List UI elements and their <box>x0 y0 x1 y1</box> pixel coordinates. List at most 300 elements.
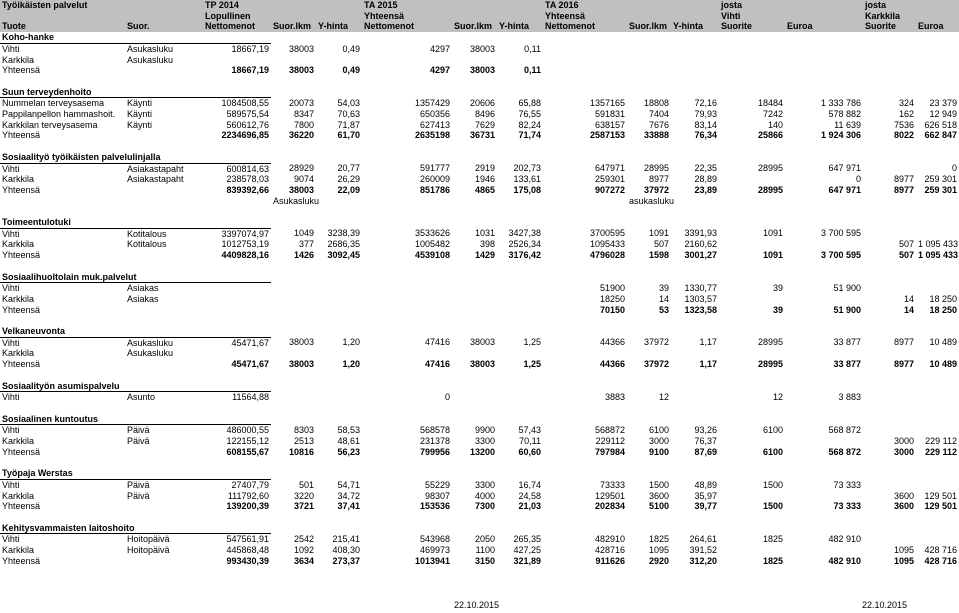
spacer-cell <box>497 512 543 523</box>
table-cell <box>271 414 316 425</box>
spacer-cell <box>916 261 959 272</box>
total-row <box>0 130 959 141</box>
spacer-cell <box>785 206 863 217</box>
table-cell: 1,20 <box>342 337 360 348</box>
table-cell: 20073 <box>288 98 314 109</box>
row-label: Yhteensä <box>2 184 41 195</box>
table-cell: 324 <box>898 98 914 109</box>
total-row <box>0 65 959 76</box>
table-cell: 4409828,16 <box>221 250 269 261</box>
spacer-cell <box>0 76 125 87</box>
spacer-cell <box>125 206 203 217</box>
spacer-cell <box>916 403 959 414</box>
header-cell: Y-hinta <box>497 21 543 32</box>
table-cell <box>627 43 671 54</box>
table-cell <box>362 381 452 392</box>
spacer-cell <box>0 261 125 272</box>
table-cell: 16,74 <box>518 479 541 490</box>
row-label: Karkkila <box>2 239 35 250</box>
table-cell <box>627 414 671 425</box>
table-cell: 2234696,85 <box>221 130 269 141</box>
table-cell: Käynti <box>127 109 153 120</box>
section-title: Sosiaalihuoltolain muk.palvelut <box>0 272 271 283</box>
table-cell: 70150 <box>599 304 625 315</box>
table-cell: 8977 <box>893 174 914 185</box>
table-cell: 627413 <box>419 119 450 130</box>
table-cell <box>785 239 863 250</box>
table-cell: 2919 <box>474 163 495 174</box>
table-cell <box>497 348 543 359</box>
table-cell <box>916 65 959 76</box>
table-cell <box>863 348 916 359</box>
table-cell: 4000 <box>474 490 495 501</box>
table-cell: 3 700 595 <box>820 228 861 239</box>
table-cell: 8347 <box>293 109 314 120</box>
spacer-cell <box>671 370 719 381</box>
spacer-cell <box>719 512 785 523</box>
spacer-cell <box>916 370 959 381</box>
table-cell: 18 250 <box>929 293 957 304</box>
table-cell <box>362 32 452 43</box>
table-cell: 153536 <box>419 501 450 512</box>
table-cell: 48,89 <box>694 479 717 490</box>
table-cell: 486000,55 <box>226 425 269 436</box>
table-cell: 3300 <box>474 436 495 447</box>
table-cell: 469973 <box>419 545 450 556</box>
table-cell <box>719 152 785 163</box>
spacer-cell <box>203 457 271 468</box>
table-cell: 1012753,19 <box>221 239 269 250</box>
table-cell <box>863 217 916 228</box>
table-cell <box>863 381 916 392</box>
spacer-cell <box>916 512 959 523</box>
spacer-cell <box>719 261 785 272</box>
table-row <box>0 120 959 131</box>
spacer-cell <box>543 370 627 381</box>
table-cell: Asiakastapaht <box>127 174 184 185</box>
table-row <box>0 109 959 120</box>
table-cell: 111792,60 <box>227 490 269 501</box>
table-cell <box>271 55 316 66</box>
table-cell <box>203 55 271 66</box>
table-cell: 1095433 <box>589 239 625 250</box>
table-cell <box>452 468 497 479</box>
table-cell: 907272 <box>594 184 625 195</box>
spacer-cell <box>316 512 362 523</box>
total-row <box>0 359 959 370</box>
table-cell <box>316 217 362 228</box>
table-cell <box>863 272 916 283</box>
table-cell <box>543 468 627 479</box>
section-header-row <box>0 32 959 43</box>
table-cell: 129501 <box>594 490 625 501</box>
table-cell <box>719 381 785 392</box>
table-cell <box>916 479 959 490</box>
section-title: Työpaja Werstas <box>0 468 271 479</box>
table-cell <box>916 523 959 534</box>
table-cell <box>497 468 543 479</box>
table-cell: 851786 <box>419 184 450 195</box>
table-cell <box>543 348 627 359</box>
table-cell: 3397074,97 <box>221 228 269 239</box>
header-cell: Suor.lkm <box>271 21 316 32</box>
table-cell <box>362 326 452 337</box>
table-cell <box>543 326 627 337</box>
table-cell: 39,77 <box>694 501 717 512</box>
table-cell: 23,89 <box>694 184 717 195</box>
table-cell <box>452 217 497 228</box>
table-cell: 51 900 <box>833 304 861 315</box>
table-cell <box>627 348 671 359</box>
table-cell: 55229 <box>424 479 450 490</box>
row-label: Yhteensä <box>2 501 41 512</box>
table-cell: 36220 <box>288 130 314 141</box>
table-cell <box>452 326 497 337</box>
table-cell: 51900 <box>599 282 625 293</box>
table-cell: 38003 <box>288 359 314 370</box>
row-label: Karkkila <box>2 348 35 359</box>
table-cell <box>362 348 452 359</box>
table-cell <box>719 272 785 283</box>
table-cell: 7676 <box>648 119 669 130</box>
spacer-cell <box>362 76 452 87</box>
table-cell <box>497 217 543 228</box>
spacer-cell <box>0 512 125 523</box>
spacer-cell <box>543 76 627 87</box>
table-cell <box>719 545 785 556</box>
header-cell: Nettomenot <box>362 21 452 32</box>
table-row <box>0 174 959 185</box>
spacer-cell <box>362 206 452 217</box>
header-cell <box>497 0 543 11</box>
spacer-cell <box>316 206 362 217</box>
table-cell <box>671 392 719 403</box>
table-row <box>0 337 959 348</box>
table-cell <box>497 152 543 163</box>
table-cell: 73 333 <box>833 479 861 490</box>
table-cell: 591777 <box>419 163 450 174</box>
spacer-cell <box>203 512 271 523</box>
spacer-cell <box>671 512 719 523</box>
table-cell <box>497 392 543 403</box>
table-cell: 0,49 <box>342 43 360 54</box>
table-cell: 3001,27 <box>684 250 717 261</box>
table-cell <box>543 414 627 425</box>
table-cell: Asukasluku <box>127 43 174 54</box>
table-cell <box>785 326 863 337</box>
table-cell: 139200,39 <box>226 501 269 512</box>
spacer-cell <box>497 261 543 272</box>
table-cell: 57,43 <box>518 425 541 436</box>
header-cell: Nettomenot <box>203 21 271 32</box>
table-cell <box>452 294 497 305</box>
table-cell <box>671 381 719 392</box>
table-cell <box>452 32 497 43</box>
table-cell: 45471,67 <box>231 359 269 370</box>
table-cell <box>497 32 543 43</box>
spacer-cell <box>916 206 959 217</box>
table-cell <box>863 196 916 207</box>
header-cell: Euroa <box>785 21 863 32</box>
spacer-cell <box>627 261 671 272</box>
spacer-cell <box>271 457 316 468</box>
spacer-cell <box>543 403 627 414</box>
section-title: Koho-hanke <box>0 32 271 43</box>
table-cell: 65,88 <box>518 98 541 109</box>
table-cell <box>863 228 916 239</box>
table-cell <box>452 196 497 207</box>
header-cell <box>125 11 203 22</box>
spacer-cell <box>785 141 863 152</box>
spacer-cell <box>452 512 497 523</box>
table-cell: 6100 <box>648 425 669 436</box>
table-cell <box>627 152 671 163</box>
table-cell: 391,52 <box>689 545 717 556</box>
table-cell: 18250 <box>599 293 625 304</box>
spacer-cell <box>916 141 959 152</box>
spacer-cell <box>719 457 785 468</box>
table-cell: 93,26 <box>694 425 717 436</box>
table-cell <box>785 43 863 54</box>
spacer-cell <box>203 141 271 152</box>
table-cell: 83,14 <box>694 119 717 130</box>
spacer-cell <box>785 512 863 523</box>
table-cell <box>627 65 671 76</box>
table-cell <box>719 491 785 502</box>
table-cell <box>627 55 671 66</box>
table-cell: 1084508,55 <box>221 98 269 109</box>
table-cell: 2686,35 <box>327 239 360 250</box>
table-cell: 3176,42 <box>508 250 541 261</box>
table-cell <box>452 523 497 534</box>
table-cell <box>497 283 543 294</box>
table-cell <box>125 196 203 207</box>
table-cell: 1825 <box>762 555 783 566</box>
table-cell: 1598 <box>648 250 669 261</box>
table-cell: 11 639 <box>834 119 861 130</box>
row-label: Yhteensä <box>2 250 41 261</box>
spacer-cell <box>271 403 316 414</box>
section-title: Toimeentulotuki <box>0 217 271 228</box>
table-cell <box>271 294 316 305</box>
table-cell <box>785 32 863 43</box>
table-cell: 398 <box>479 239 495 250</box>
table-row <box>0 239 959 250</box>
table-cell <box>543 87 627 98</box>
row-label: Vihti <box>2 163 20 174</box>
spacer-cell <box>785 457 863 468</box>
table-cell <box>362 305 452 316</box>
table-cell: Asukasluku <box>127 348 174 359</box>
table-cell <box>785 414 863 425</box>
table-cell <box>719 326 785 337</box>
row-label: Yhteensä <box>2 65 41 76</box>
table-cell: 12 949 <box>929 109 957 120</box>
spacer-cell <box>452 141 497 152</box>
table-cell: 229 112 <box>925 436 957 447</box>
table-cell <box>916 468 959 479</box>
table-cell <box>916 425 959 436</box>
section-title: Kehitysvammaisten laitoshoito <box>0 523 271 534</box>
spacer-cell <box>916 315 959 326</box>
table-cell <box>916 32 959 43</box>
table-cell <box>316 305 362 316</box>
table-cell: 3600 <box>893 490 914 501</box>
table-cell: 1,17 <box>699 359 717 370</box>
table-row <box>0 294 959 305</box>
table-cell: 5100 <box>648 501 669 512</box>
table-cell: Asukasluku <box>273 195 320 206</box>
table-cell: 231378 <box>419 436 450 447</box>
table-cell: 650356 <box>419 109 450 120</box>
table-row <box>0 283 959 294</box>
spacer-row <box>0 566 959 577</box>
table-cell: 20,77 <box>337 163 360 174</box>
table-cell: 568 872 <box>828 425 861 436</box>
table-cell <box>271 305 316 316</box>
table-cell: 259 301 <box>924 184 957 195</box>
table-cell: 39 <box>658 282 669 293</box>
table-cell: 547561,91 <box>226 534 269 545</box>
table-cell: 20606 <box>469 98 495 109</box>
header-row <box>0 11 959 22</box>
table-row <box>0 163 959 174</box>
table-cell <box>271 392 316 403</box>
table-cell <box>271 87 316 98</box>
table-cell: 1500 <box>648 479 669 490</box>
table-cell: 8496 <box>474 109 495 120</box>
table-cell <box>627 217 671 228</box>
table-cell: 8977 <box>893 337 914 348</box>
row-label: Vihti <box>2 534 20 545</box>
table-cell <box>627 87 671 98</box>
spacer-row <box>0 457 959 468</box>
table-cell: 1095 <box>893 555 914 566</box>
table-cell: 25866 <box>757 130 783 141</box>
spacer-cell <box>627 76 671 87</box>
spacer-cell <box>125 512 203 523</box>
table-cell <box>271 468 316 479</box>
table-cell: 162 <box>898 109 914 120</box>
table-cell: 2635198 <box>414 130 450 141</box>
table-cell: 1357429 <box>414 98 450 109</box>
table-cell: 2513 <box>293 436 314 447</box>
table-cell <box>452 87 497 98</box>
table-cell: 70,11 <box>519 436 541 447</box>
table-cell <box>316 196 362 207</box>
table-cell: 591831 <box>594 109 625 120</box>
table-cell <box>916 272 959 283</box>
table-cell: Päivä <box>127 436 150 447</box>
table-cell: 647971 <box>594 163 625 174</box>
header-cell: Tuote <box>0 21 125 32</box>
table-cell: 568 872 <box>828 446 861 457</box>
table-cell: Asunto <box>127 392 156 403</box>
spacer-cell <box>497 315 543 326</box>
table-cell: 2542 <box>293 534 314 545</box>
spacer-row <box>0 206 959 217</box>
spacer-cell <box>671 206 719 217</box>
table-cell <box>543 55 627 66</box>
table-cell: 7536 <box>893 119 914 130</box>
table-cell <box>271 348 316 359</box>
spacer-cell <box>627 315 671 326</box>
table-cell: 3 883 <box>838 391 861 402</box>
table-cell: 28929 <box>288 163 314 174</box>
table-cell: 215,41 <box>332 534 360 545</box>
table-cell <box>719 523 785 534</box>
table-cell <box>719 239 785 250</box>
table-cell: Hoitopäivä <box>127 545 170 556</box>
table-cell: 259301 <box>594 174 625 185</box>
table-cell: 1091 <box>762 228 783 239</box>
table-cell: 507 <box>653 239 669 250</box>
table-cell: 1,20 <box>342 359 360 370</box>
header-cell: TA 2015 <box>362 0 452 11</box>
table-cell <box>719 294 785 305</box>
spacer-cell <box>452 370 497 381</box>
table-cell: 3883 <box>604 391 625 402</box>
spacer-cell <box>203 566 271 577</box>
table-cell: 7800 <box>293 119 314 130</box>
table-cell <box>316 87 362 98</box>
table-cell: 1049 <box>293 228 314 239</box>
spacer-cell <box>203 370 271 381</box>
table-cell: 6100 <box>762 446 783 457</box>
spacer-cell <box>271 315 316 326</box>
table-cell: 1426 <box>293 250 314 261</box>
table-cell <box>316 326 362 337</box>
table-cell: 28995 <box>643 163 669 174</box>
table-cell: Asukasluku <box>127 54 174 65</box>
table-cell <box>627 326 671 337</box>
table-cell <box>719 468 785 479</box>
table-cell: 8977 <box>893 359 914 370</box>
table-cell <box>671 217 719 228</box>
table-cell: 87,69 <box>694 446 717 457</box>
table-cell: 3092,45 <box>327 250 360 261</box>
row-label: Yhteensä <box>2 359 41 370</box>
header-cell: Euroa <box>916 21 959 32</box>
table-cell <box>271 32 316 43</box>
table-cell: 3600 <box>893 501 914 512</box>
spacer-cell <box>316 76 362 87</box>
spacer-cell <box>671 76 719 87</box>
table-row <box>0 534 959 545</box>
table-cell <box>785 217 863 228</box>
table-cell: 18484 <box>757 98 783 109</box>
table-cell: 38003 <box>469 65 495 76</box>
spacer-cell <box>543 512 627 523</box>
spacer-cell <box>863 512 916 523</box>
table-cell: asukasluku <box>629 195 675 206</box>
table-cell: 37972 <box>643 359 669 370</box>
table-cell: 0 <box>951 163 957 174</box>
spacer-cell <box>497 206 543 217</box>
table-cell <box>785 468 863 479</box>
table-cell: 56,23 <box>337 446 360 457</box>
spacer-cell <box>316 566 362 577</box>
table-cell: 600814,63 <box>226 163 269 174</box>
spacer-cell <box>785 76 863 87</box>
table-cell: 26,29 <box>337 174 360 185</box>
spacer-cell <box>452 403 497 414</box>
table-cell: 3220 <box>293 490 314 501</box>
spacer-cell <box>916 457 959 468</box>
row-label: Karkkila <box>2 436 35 447</box>
header-cell <box>627 11 671 22</box>
table-cell <box>863 425 916 436</box>
